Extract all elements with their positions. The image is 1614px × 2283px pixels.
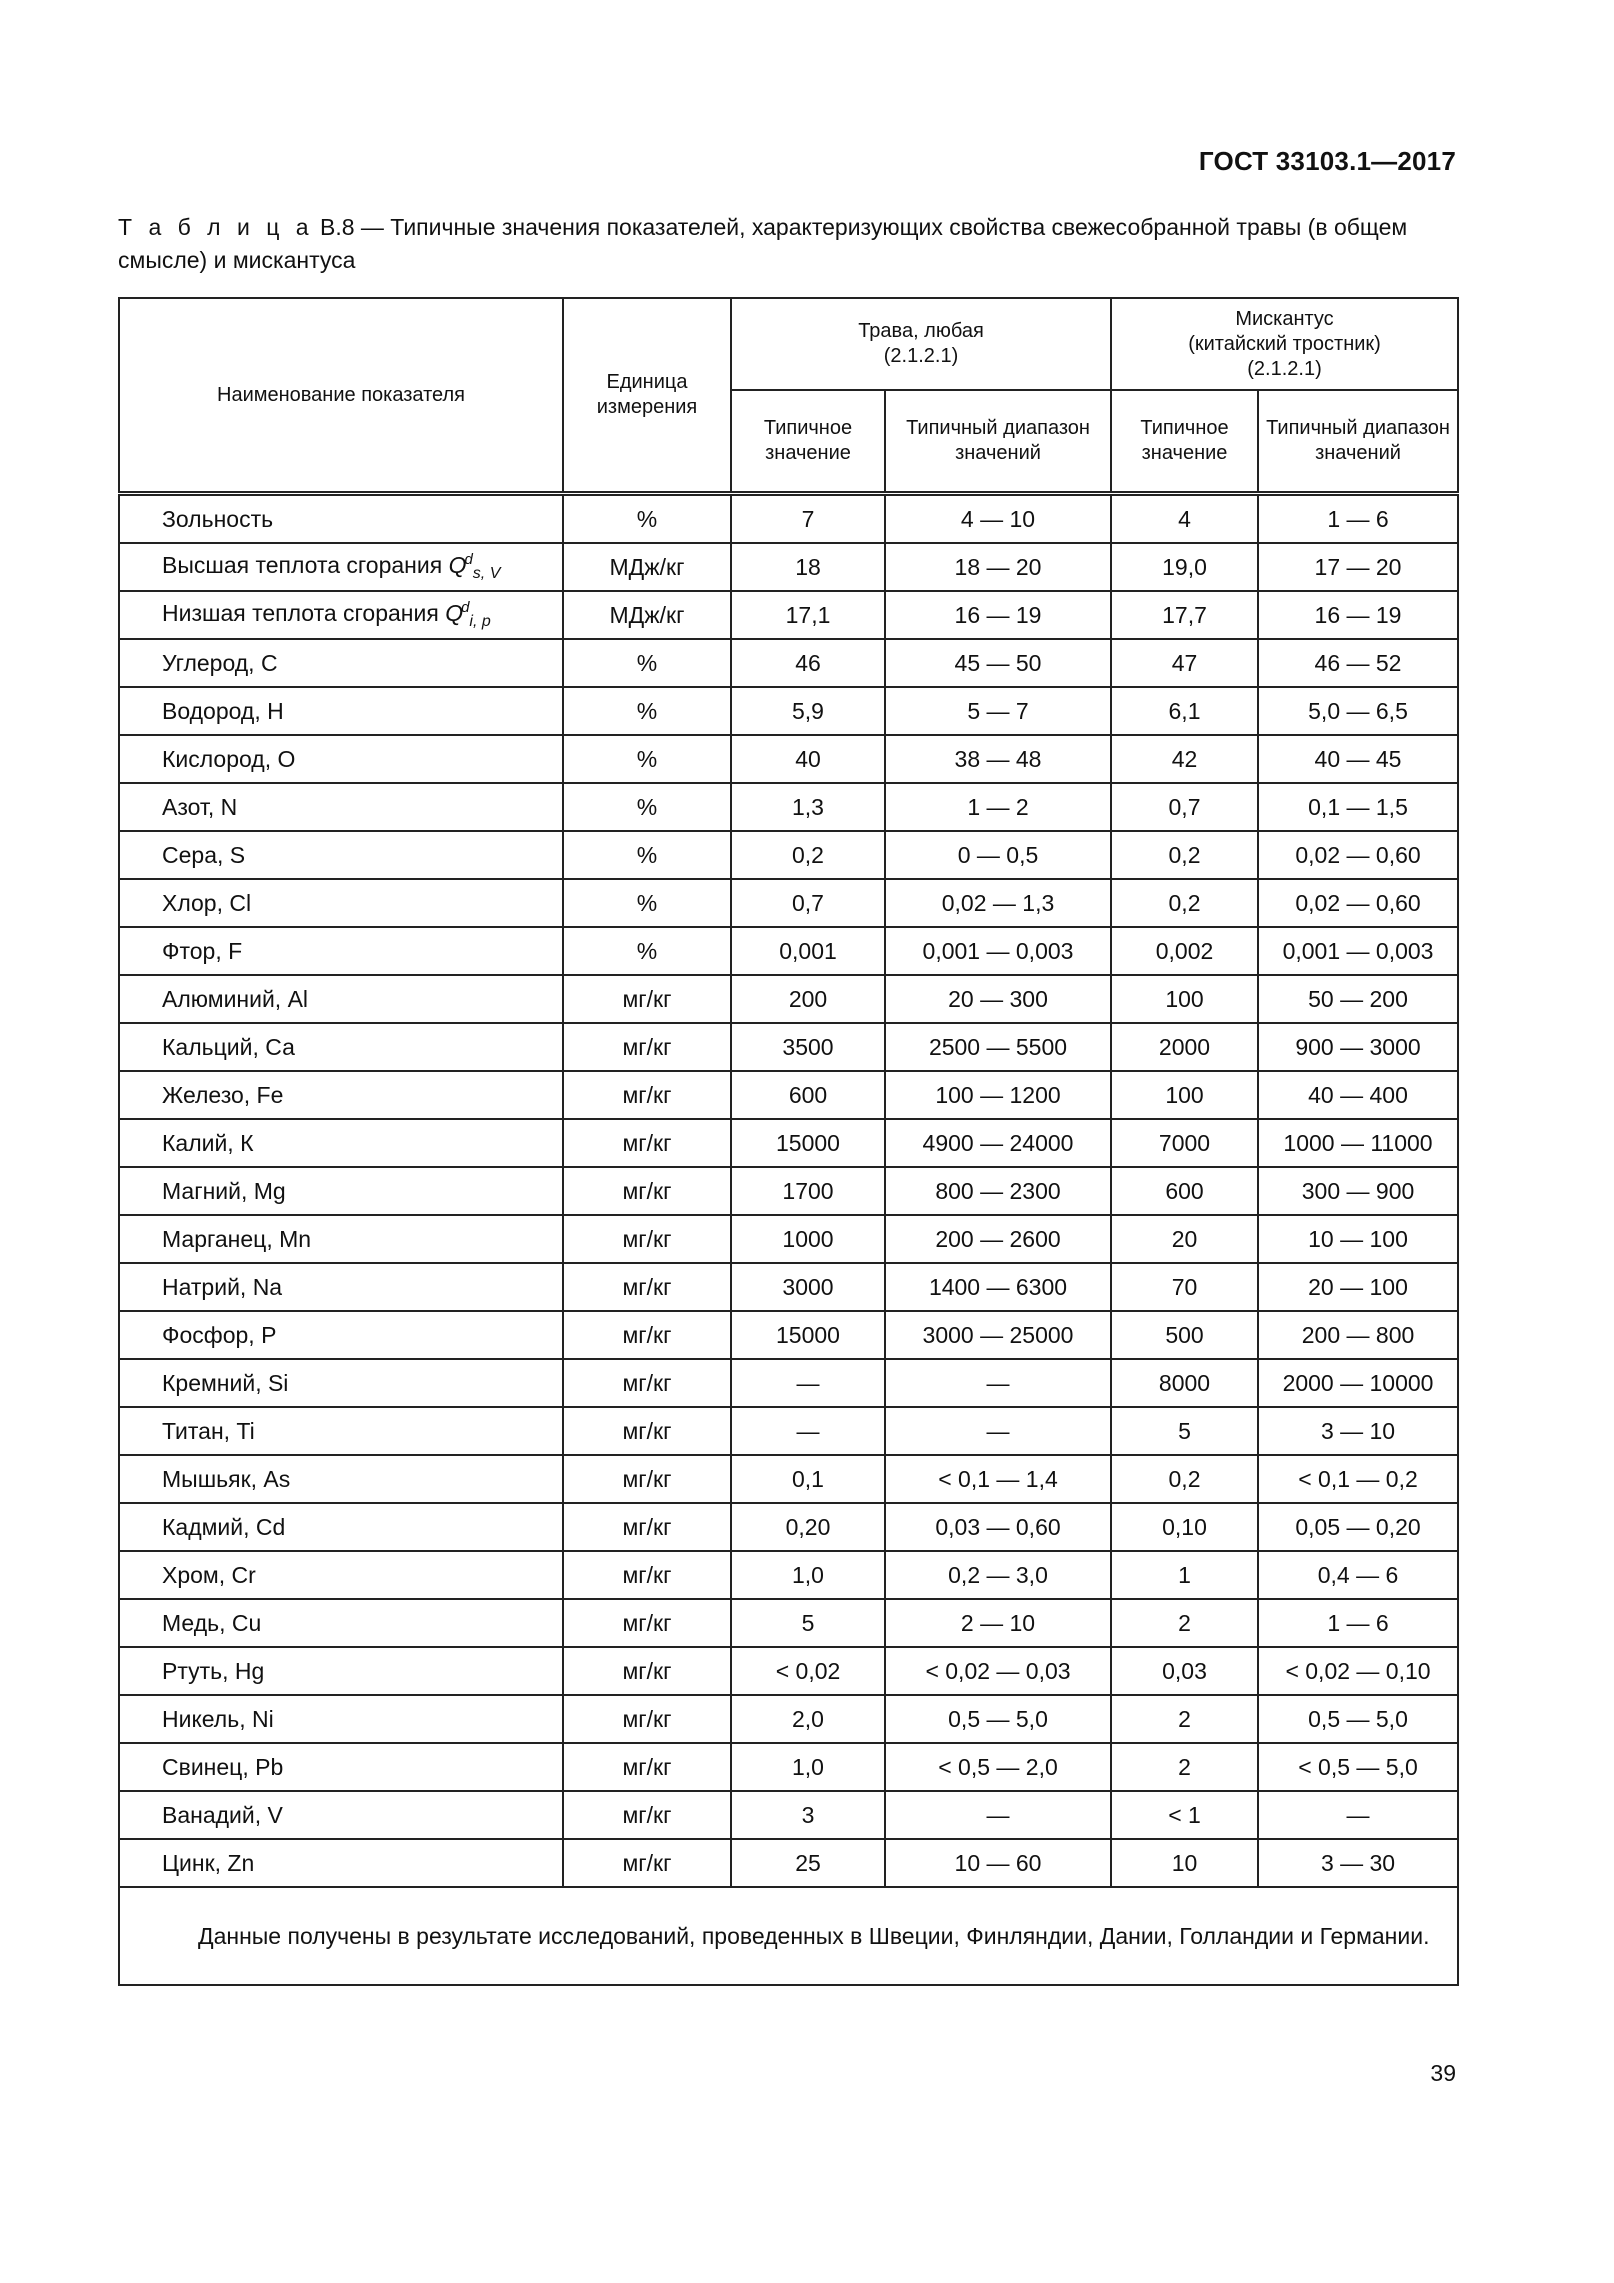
table-row	[119, 1215, 1458, 1263]
indicator-name-text: Ванадий, V	[162, 1801, 283, 1828]
cell-indicator-name	[119, 1071, 563, 1119]
cell-grass-typical-range: 1 — 2	[885, 783, 1111, 831]
cell-miscanthus-typical-value: 6,1	[1111, 687, 1258, 735]
cell-miscanthus-typical-value: 2	[1111, 1599, 1258, 1647]
cell-unit: МДж/кг	[563, 591, 731, 639]
indicator-name-text: Магний, Mg	[162, 1177, 286, 1204]
table-row	[119, 1023, 1458, 1071]
header-group-grass-ref: (2.1.2.1)	[883, 345, 959, 367]
cell-unit: %	[563, 639, 731, 687]
indicator-name-text: Фосфор, Р	[162, 1321, 277, 1348]
cell-miscanthus-typical-value: 42	[1111, 735, 1258, 783]
table-row	[119, 1407, 1458, 1455]
cell-unit: мг/кг	[563, 1023, 731, 1071]
cell-miscanthus-typical-value: 0,2	[1111, 831, 1258, 879]
indicator-name-text: Цинк, Zn	[162, 1849, 255, 1876]
cell-miscanthus-typical-value: 0,10	[1111, 1503, 1258, 1551]
table-row	[119, 831, 1458, 879]
table-row	[119, 927, 1458, 975]
cell-unit: %	[563, 927, 731, 975]
cell-miscanthus-typical-range: 0,02 — 0,60	[1258, 831, 1458, 879]
cell-grass-typical-value: < 0,02	[731, 1647, 885, 1695]
indicator-name-text: Кислород, О	[162, 745, 296, 772]
cell-grass-typical-range: 45 — 50	[885, 639, 1111, 687]
cell-grass-typical-range: 0,5 — 5,0	[885, 1695, 1111, 1743]
cell-miscanthus-typical-range: 0,5 — 5,0	[1258, 1695, 1458, 1743]
cell-miscanthus-typical-value: 100	[1111, 1071, 1258, 1119]
table-row	[119, 879, 1458, 927]
cell-unit: мг/кг	[563, 1311, 731, 1359]
cell-unit: %	[563, 831, 731, 879]
indicator-name-text: Углерод, С	[162, 649, 278, 676]
cell-miscanthus-typical-range: 50 — 200	[1258, 975, 1458, 1023]
cell-miscanthus-typical-range: 900 — 3000	[1258, 1023, 1458, 1071]
indicator-name-text: Кальций, Са	[162, 1033, 295, 1060]
header-group-miscanthus-title: Мискантус	[1235, 307, 1334, 330]
cell-grass-typical-range: < 0,1 — 1,4	[885, 1455, 1111, 1503]
cell-unit: мг/кг	[563, 1263, 731, 1311]
cell-grass-typical-value: 2,0	[731, 1695, 885, 1743]
cell-miscanthus-typical-value: 10	[1111, 1839, 1258, 1887]
cell-grass-typical-range: 4900 — 24000	[885, 1119, 1111, 1167]
cell-grass-typical-value: 18	[731, 543, 885, 591]
heat-symbol: Q	[445, 600, 464, 626]
cell-unit: мг/кг	[563, 1551, 731, 1599]
cell-miscanthus-typical-range: 0,1 — 1,5	[1258, 783, 1458, 831]
cell-miscanthus-typical-range: 3 — 30	[1258, 1839, 1458, 1887]
heat-symbol-sup: d	[464, 551, 473, 568]
table-row	[119, 1071, 1458, 1119]
cell-grass-typical-range: 4 — 10	[885, 494, 1111, 544]
table-row	[119, 591, 1458, 639]
indicator-name-text: Азот, N	[162, 793, 238, 820]
cell-grass-typical-value: 17,1	[731, 591, 885, 639]
table-row	[119, 975, 1458, 1023]
header-miscanthus-typical-value: Типичное значение	[1111, 390, 1258, 494]
page-number: 39	[1430, 2060, 1456, 2086]
indicator-name-text: Водород, Н	[162, 697, 284, 724]
cell-unit: МДж/кг	[563, 543, 731, 591]
heat-symbol-sup: d	[461, 599, 470, 616]
cell-grass-typical-value: 0,7	[731, 879, 885, 927]
cell-grass-typical-value: 0,2	[731, 831, 885, 879]
indicator-name-text: Кадмий, Cd	[162, 1513, 286, 1540]
indicator-name-text: Фтор, F	[162, 937, 243, 964]
cell-unit: %	[563, 687, 731, 735]
cell-unit: мг/кг	[563, 1647, 731, 1695]
cell-miscanthus-typical-value: 0,7	[1111, 783, 1258, 831]
cell-grass-typical-value: 7	[731, 494, 885, 544]
cell-grass-typical-range: 0,001 — 0,003	[885, 927, 1111, 975]
cell-miscanthus-typical-range: 5,0 — 6,5	[1258, 687, 1458, 735]
cell-indicator-name	[119, 1503, 563, 1551]
cell-grass-typical-value: 600	[731, 1071, 885, 1119]
cell-grass-typical-range: —	[885, 1359, 1111, 1407]
cell-miscanthus-typical-value: 47	[1111, 639, 1258, 687]
indicator-name-text: Железо, Fe	[162, 1081, 284, 1108]
indicator-name-text: Ртуть, Hg	[162, 1657, 265, 1684]
cell-indicator-name	[119, 1167, 563, 1215]
cell-indicator-name	[119, 879, 563, 927]
cell-indicator-name	[119, 591, 563, 639]
cell-grass-typical-range: 38 — 48	[885, 735, 1111, 783]
table-row	[119, 1647, 1458, 1695]
cell-miscanthus-typical-value: 19,0	[1111, 543, 1258, 591]
table-body	[119, 494, 1458, 1986]
table-row	[119, 543, 1458, 591]
cell-unit: мг/кг	[563, 975, 731, 1023]
heat-symbol: Q	[448, 552, 467, 578]
table-row	[119, 1551, 1458, 1599]
table-row	[119, 1455, 1458, 1503]
cell-miscanthus-typical-range: 10 — 100	[1258, 1215, 1458, 1263]
cell-miscanthus-typical-range: 300 — 900	[1258, 1167, 1458, 1215]
cell-grass-typical-range: 0,03 — 0,60	[885, 1503, 1111, 1551]
cell-miscanthus-typical-value: 5	[1111, 1407, 1258, 1455]
cell-unit: мг/кг	[563, 1359, 731, 1407]
cell-indicator-name	[119, 1695, 563, 1743]
indicator-name-text: Хлор, Cl	[162, 889, 252, 916]
cell-grass-typical-range: 16 — 19	[885, 591, 1111, 639]
cell-miscanthus-typical-range: 40 — 45	[1258, 735, 1458, 783]
indicator-name-text: Титан, Ti	[162, 1417, 255, 1444]
cell-grass-typical-range: 100 — 1200	[885, 1071, 1111, 1119]
cell-grass-typical-value: 5	[731, 1599, 885, 1647]
cell-miscanthus-typical-value: 7000	[1111, 1119, 1258, 1167]
cell-indicator-name	[119, 783, 563, 831]
heat-symbol-sub: i, p	[469, 613, 491, 630]
table-row	[119, 1167, 1458, 1215]
cell-grass-typical-range: < 0,02 — 0,03	[885, 1647, 1111, 1695]
cell-grass-typical-value: 1,0	[731, 1551, 885, 1599]
table-row	[119, 1599, 1458, 1647]
table-note	[119, 1887, 1458, 1985]
cell-miscanthus-typical-value: 600	[1111, 1167, 1258, 1215]
cell-grass-typical-value: 200	[731, 975, 885, 1023]
table-row	[119, 687, 1458, 735]
cell-miscanthus-typical-range: 1 — 6	[1258, 494, 1458, 544]
cell-grass-typical-range: < 0,5 — 2,0	[885, 1743, 1111, 1791]
cell-grass-typical-value: 1700	[731, 1167, 885, 1215]
cell-grass-typical-range: 18 — 20	[885, 543, 1111, 591]
cell-grass-typical-value: 15000	[731, 1119, 885, 1167]
cell-indicator-name	[119, 975, 563, 1023]
cell-grass-typical-range: 10 — 60	[885, 1839, 1111, 1887]
table-row	[119, 1695, 1458, 1743]
cell-indicator-name	[119, 543, 563, 591]
cell-miscanthus-typical-range: 0,001 — 0,003	[1258, 927, 1458, 975]
table-row	[119, 1743, 1458, 1791]
cell-grass-typical-range: 800 — 2300	[885, 1167, 1111, 1215]
cell-miscanthus-typical-value: 8000	[1111, 1359, 1258, 1407]
cell-grass-typical-range: —	[885, 1791, 1111, 1839]
cell-miscanthus-typical-range: 1000 — 11000	[1258, 1119, 1458, 1167]
cell-miscanthus-typical-value: < 1	[1111, 1791, 1258, 1839]
indicator-name-text: Зольность	[162, 505, 274, 532]
cell-indicator-name	[119, 1407, 563, 1455]
cell-unit: мг/кг	[563, 1407, 731, 1455]
table-row	[119, 1839, 1458, 1887]
indicator-name-text: Сера, S	[162, 841, 246, 868]
cell-miscanthus-typical-value: 2	[1111, 1743, 1258, 1791]
cell-grass-typical-value: 15000	[731, 1311, 885, 1359]
cell-unit: мг/кг	[563, 1791, 731, 1839]
header-group-miscanthus-ref: (2.1.2.1)	[1247, 357, 1322, 380]
cell-miscanthus-typical-range: 2000 — 10000	[1258, 1359, 1458, 1407]
cell-indicator-name	[119, 1839, 563, 1887]
cell-miscanthus-typical-range: 0,05 — 0,20	[1258, 1503, 1458, 1551]
cell-unit: мг/кг	[563, 1455, 731, 1503]
cell-miscanthus-typical-range: < 0,5 — 5,0	[1258, 1743, 1458, 1791]
cell-grass-typical-range: 200 — 2600	[885, 1215, 1111, 1263]
cell-miscanthus-typical-range: 3 — 10	[1258, 1407, 1458, 1455]
cell-miscanthus-typical-value: 20	[1111, 1215, 1258, 1263]
header-group-miscanthus-subtitle: (китайский тростник)	[1188, 332, 1381, 355]
cell-grass-typical-value: 3000	[731, 1263, 885, 1311]
indicator-name-text: Хром, Cr	[162, 1561, 256, 1588]
cell-miscanthus-typical-value: 0,03	[1111, 1647, 1258, 1695]
cell-miscanthus-typical-range: 16 — 19	[1258, 591, 1458, 639]
cell-unit: мг/кг	[563, 1215, 731, 1263]
cell-grass-typical-value: 0,001	[731, 927, 885, 975]
cell-unit: мг/кг	[563, 1071, 731, 1119]
cell-grass-typical-range: 0,02 — 1,3	[885, 879, 1111, 927]
table-note-row	[119, 1887, 1458, 1985]
indicator-name-text: Алюминий, Al	[162, 985, 309, 1012]
cell-miscanthus-typical-value: 4	[1111, 494, 1258, 544]
cell-miscanthus-typical-range: 20 — 100	[1258, 1263, 1458, 1311]
cell-indicator-name	[119, 1551, 563, 1599]
cell-grass-typical-range: 20 — 300	[885, 975, 1111, 1023]
caption-text: В.8 — Типичные значения показателей, характеризующих свойства свежесобранной травы (в общем смысле) и мискантуса	[118, 214, 1408, 273]
data-table	[118, 297, 1459, 1986]
cell-grass-typical-value: 1,0	[731, 1743, 885, 1791]
cell-miscanthus-typical-value: 0,2	[1111, 879, 1258, 927]
cell-grass-typical-range: 5 — 7	[885, 687, 1111, 735]
cell-miscanthus-typical-value: 100	[1111, 975, 1258, 1023]
table-row	[119, 1503, 1458, 1551]
cell-miscanthus-typical-range: 1 — 6	[1258, 1599, 1458, 1647]
cell-miscanthus-typical-range: 0,02 — 0,60	[1258, 879, 1458, 927]
cell-grass-typical-value: 5,9	[731, 687, 885, 735]
cell-unit: мг/кг	[563, 1119, 731, 1167]
indicator-name-text: Низшая теплота сгорания	[162, 600, 446, 626]
cell-unit: мг/кг	[563, 1743, 731, 1791]
indicator-name-text: Мышьяк, As	[162, 1465, 291, 1492]
cell-grass-typical-range: 0 — 0,5	[885, 831, 1111, 879]
table-row	[119, 494, 1458, 544]
cell-indicator-name	[119, 831, 563, 879]
header-group-grass	[731, 298, 1111, 390]
cell-indicator-name	[119, 1263, 563, 1311]
cell-miscanthus-typical-value: 2	[1111, 1695, 1258, 1743]
cell-grass-typical-value: 3500	[731, 1023, 885, 1071]
cell-indicator-name	[119, 494, 563, 544]
cell-indicator-name	[119, 1311, 563, 1359]
table-row	[119, 1791, 1458, 1839]
cell-indicator-name	[119, 1599, 563, 1647]
cell-grass-typical-value: 1000	[731, 1215, 885, 1263]
cell-indicator-name	[119, 735, 563, 783]
indicator-name-text: Никель, Ni	[162, 1705, 274, 1732]
header-grass-typical-value: Типичное значение	[731, 390, 885, 494]
cell-indicator-name	[119, 1119, 563, 1167]
header-group-miscanthus	[1111, 298, 1458, 390]
caption-prefix: Т а б л и ц а	[118, 214, 314, 240]
cell-unit: мг/кг	[563, 1695, 731, 1743]
cell-miscanthus-typical-range: 46 — 52	[1258, 639, 1458, 687]
cell-grass-typical-range: 2 — 10	[885, 1599, 1111, 1647]
cell-grass-typical-value: —	[731, 1407, 885, 1455]
indicator-name-text: Калий, К	[162, 1129, 254, 1156]
cell-miscanthus-typical-range: < 0,1 — 0,2	[1258, 1455, 1458, 1503]
cell-grass-typical-range: 0,2 — 3,0	[885, 1551, 1111, 1599]
cell-unit: %	[563, 494, 731, 544]
cell-indicator-name	[119, 1359, 563, 1407]
cell-indicator-name	[119, 1023, 563, 1071]
cell-indicator-name	[119, 1455, 563, 1503]
cell-unit: мг/кг	[563, 1599, 731, 1647]
cell-miscanthus-typical-range: 17 — 20	[1258, 543, 1458, 591]
cell-indicator-name	[119, 1743, 563, 1791]
cell-grass-typical-range: —	[885, 1407, 1111, 1455]
table-row	[119, 1359, 1458, 1407]
cell-grass-typical-value: —	[731, 1359, 885, 1407]
cell-indicator-name	[119, 927, 563, 975]
cell-indicator-name	[119, 1215, 563, 1263]
indicator-name-text: Натрий, Na	[162, 1273, 283, 1300]
cell-unit: %	[563, 879, 731, 927]
cell-miscanthus-typical-value: 1	[1111, 1551, 1258, 1599]
table-row	[119, 639, 1458, 687]
cell-grass-typical-value: 0,20	[731, 1503, 885, 1551]
cell-grass-typical-value: 0,1	[731, 1455, 885, 1503]
header-miscanthus-typical-range: Типичный диапазон значений	[1258, 390, 1458, 494]
cell-grass-typical-range: 2500 — 5500	[885, 1023, 1111, 1071]
cell-unit: мг/кг	[563, 1503, 731, 1551]
cell-miscanthus-typical-value: 17,7	[1111, 591, 1258, 639]
table-row	[119, 735, 1458, 783]
header-grass-typical-range: Типичный диапазон значений	[885, 390, 1111, 494]
cell-indicator-name	[119, 1791, 563, 1839]
cell-unit: %	[563, 783, 731, 831]
cell-miscanthus-typical-value: 70	[1111, 1263, 1258, 1311]
cell-miscanthus-typical-value: 500	[1111, 1311, 1258, 1359]
cell-miscanthus-typical-range: —	[1258, 1791, 1458, 1839]
table-row	[119, 1263, 1458, 1311]
cell-grass-typical-value: 1,3	[731, 783, 885, 831]
cell-miscanthus-typical-range: 40 — 400	[1258, 1071, 1458, 1119]
cell-grass-typical-value: 25	[731, 1839, 885, 1887]
indicator-name-text: Кремний, Si	[162, 1369, 289, 1396]
indicator-name-text: Марганец, Mn	[162, 1225, 312, 1252]
cell-grass-typical-value: 40	[731, 735, 885, 783]
table-caption	[118, 211, 1456, 277]
note-text: Данные получены в результате исследований, проведенных в Швеции, Финляндии, Дании, Голландии и Германии.	[198, 1922, 1430, 1949]
cell-unit: мг/кг	[563, 1839, 731, 1887]
indicator-name-text: Свинец, Pb	[162, 1753, 284, 1780]
table-row	[119, 1119, 1458, 1167]
cell-miscanthus-typical-value: 0,002	[1111, 927, 1258, 975]
document-code: ГОСТ 33103.1—2017	[1198, 146, 1456, 176]
cell-grass-typical-value: 3	[731, 1791, 885, 1839]
cell-grass-typical-range: 3000 — 25000	[885, 1311, 1111, 1359]
cell-indicator-name	[119, 687, 563, 735]
header-name: Наименование показателя	[119, 298, 563, 494]
cell-grass-typical-value: 46	[731, 639, 885, 687]
cell-indicator-name	[119, 639, 563, 687]
cell-grass-typical-range: 1400 — 6300	[885, 1263, 1111, 1311]
indicator-name-text: Медь, Cu	[162, 1609, 262, 1636]
indicator-name-text: Высшая теплота сгорания	[162, 552, 449, 578]
table-row	[119, 1311, 1458, 1359]
header-unit: Единица измерения	[563, 298, 731, 494]
cell-unit: %	[563, 735, 731, 783]
cell-unit: мг/кг	[563, 1167, 731, 1215]
cell-miscanthus-typical-range: < 0,02 — 0,10	[1258, 1647, 1458, 1695]
cell-miscanthus-typical-value: 2000	[1111, 1023, 1258, 1071]
table-row	[119, 783, 1458, 831]
cell-indicator-name	[119, 1647, 563, 1695]
heat-symbol-sub: s, V	[472, 565, 501, 582]
cell-miscanthus-typical-range: 0,4 — 6	[1258, 1551, 1458, 1599]
header-group-grass-title: Трава, любая	[858, 320, 984, 342]
cell-miscanthus-typical-range: 200 — 800	[1258, 1311, 1458, 1359]
cell-miscanthus-typical-value: 0,2	[1111, 1455, 1258, 1503]
